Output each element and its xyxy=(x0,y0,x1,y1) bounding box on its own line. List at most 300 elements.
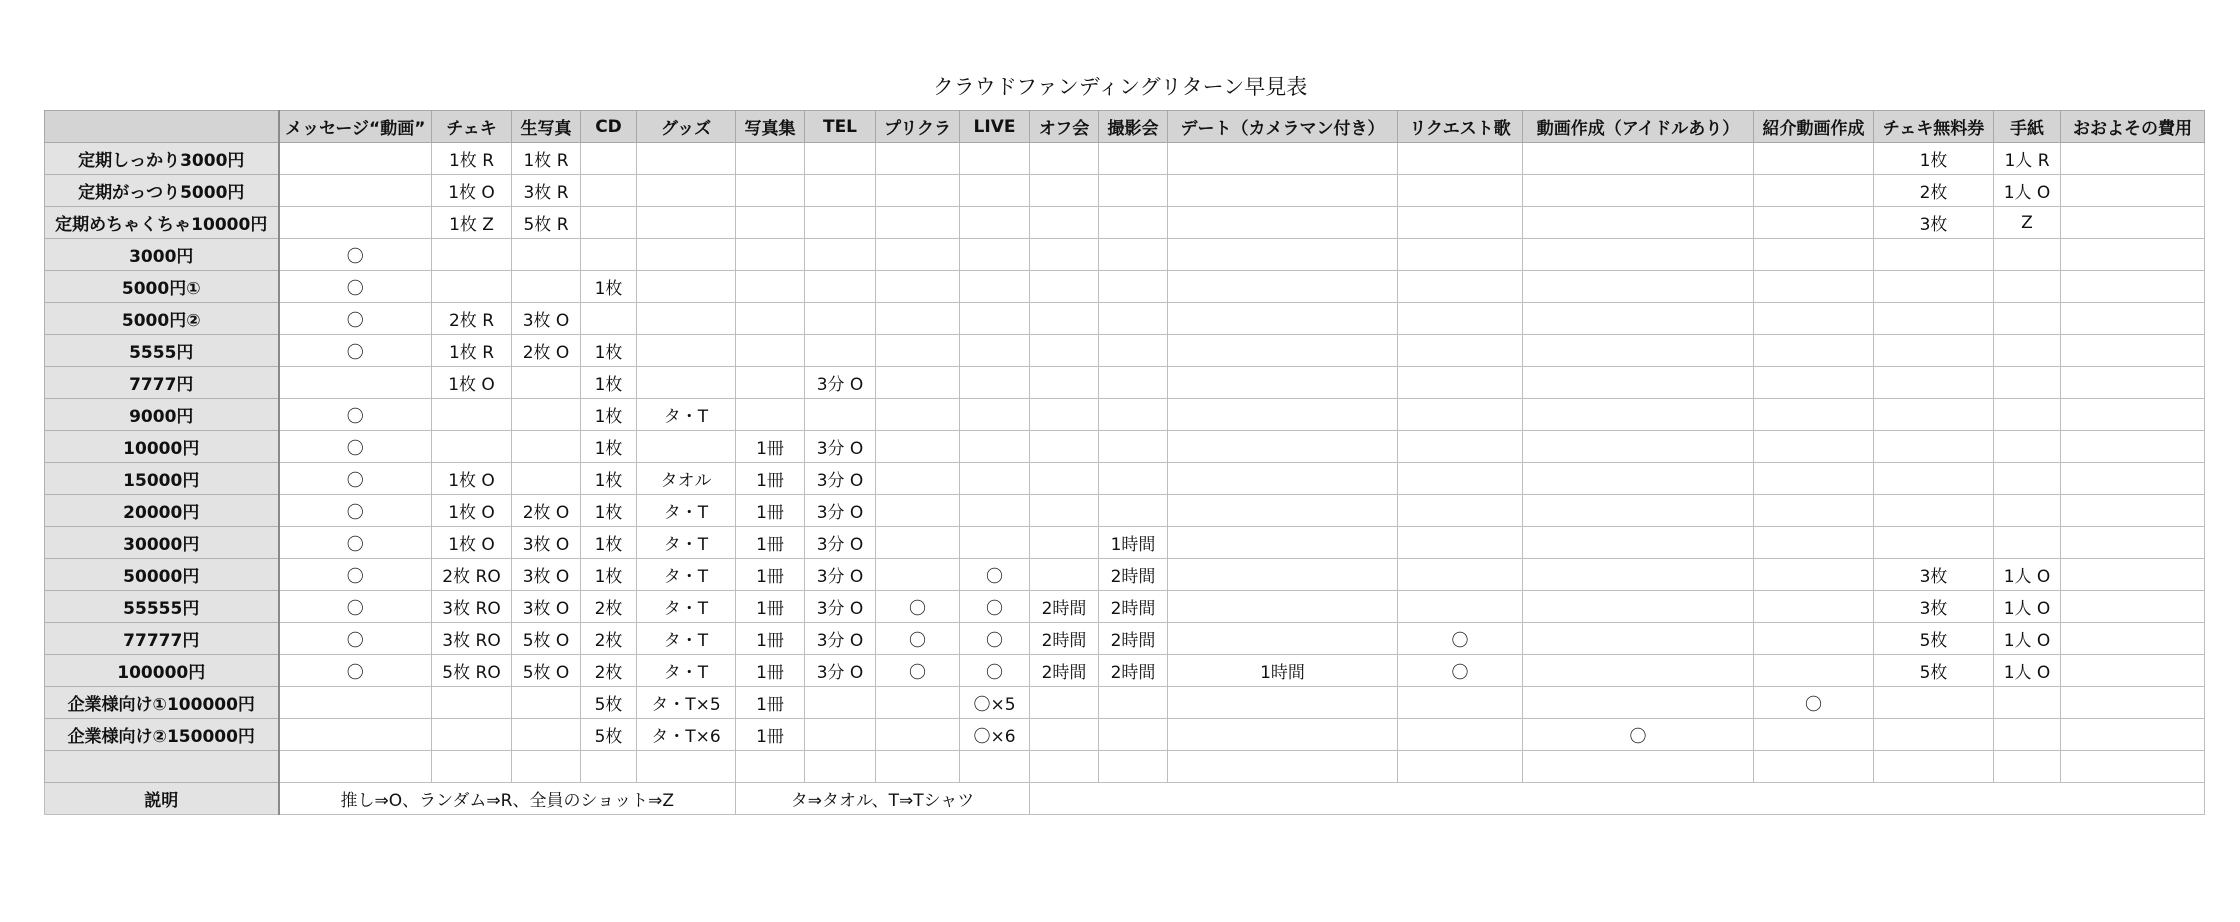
row-label: 10000円 xyxy=(45,431,279,463)
footer-note-legend-goods: タ⇒タオル、T⇒Tシャツ xyxy=(736,783,1030,815)
table-cell xyxy=(1168,303,1398,335)
corner-cell xyxy=(45,111,279,143)
table-cell xyxy=(1754,463,1874,495)
table-cell xyxy=(2061,687,2205,719)
table-cell xyxy=(1030,143,1099,175)
table-cell xyxy=(1168,399,1398,431)
table-row xyxy=(45,719,2205,751)
row-label: 定期めちゃくちゃ10000円 xyxy=(45,207,279,239)
table-row xyxy=(45,239,2205,271)
returns-table xyxy=(44,110,2205,815)
table-cell: 〇 xyxy=(279,431,432,463)
table-cell: 3分 O xyxy=(805,655,876,687)
table-cell xyxy=(736,367,805,399)
table-cell: 〇 xyxy=(279,623,432,655)
table-cell xyxy=(1994,719,2061,751)
table-cell xyxy=(1099,431,1168,463)
table-cell: 3分 O xyxy=(805,623,876,655)
table-cell xyxy=(876,527,960,559)
table-cell xyxy=(637,335,736,367)
table-cell: 〇 xyxy=(1398,623,1523,655)
table-cell: 〇 xyxy=(279,239,432,271)
table-cell: 〇 xyxy=(279,303,432,335)
table-cell xyxy=(637,175,736,207)
table-cell xyxy=(1030,239,1099,271)
table-cell xyxy=(1030,751,1099,783)
table-cell xyxy=(512,431,581,463)
table-cell xyxy=(1754,143,1874,175)
table-cell: 3枚 xyxy=(1874,591,1994,623)
table-cell xyxy=(1754,303,1874,335)
column-header: 紹介動画作成 xyxy=(1754,111,1874,143)
row-label: 定期がっつり5000円 xyxy=(45,175,279,207)
table-cell xyxy=(736,399,805,431)
table-cell xyxy=(1523,239,1754,271)
table-cell: 〇 xyxy=(876,623,960,655)
table-row xyxy=(45,495,2205,527)
table-cell xyxy=(637,207,736,239)
table-cell xyxy=(1874,239,1994,271)
table-cell: 〇 xyxy=(960,591,1030,623)
table-cell: 1冊 xyxy=(736,687,805,719)
column-header: メッセージ“動画” xyxy=(279,111,432,143)
table-cell xyxy=(960,335,1030,367)
table-cell xyxy=(1523,591,1754,623)
table-cell xyxy=(1168,623,1398,655)
table-cell xyxy=(736,207,805,239)
table-cell xyxy=(1874,271,1994,303)
table-cell xyxy=(1030,271,1099,303)
table-cell xyxy=(2061,559,2205,591)
table-cell xyxy=(2061,175,2205,207)
table-cell: 〇×5 xyxy=(960,687,1030,719)
table-cell xyxy=(1994,495,2061,527)
table-cell xyxy=(1754,559,1874,591)
table-cell xyxy=(1398,495,1523,527)
table-row xyxy=(45,463,2205,495)
table-cell xyxy=(960,751,1030,783)
table-cell xyxy=(1099,367,1168,399)
table-cell xyxy=(1030,335,1099,367)
table-cell: 2時間 xyxy=(1030,591,1099,623)
table-cell xyxy=(1168,335,1398,367)
table-cell xyxy=(1398,303,1523,335)
column-header: 撮影会 xyxy=(1099,111,1168,143)
table-cell: 3分 O xyxy=(805,495,876,527)
row-label xyxy=(45,751,279,783)
table-cell xyxy=(512,463,581,495)
table-cell: 1枚 R xyxy=(432,335,512,367)
table-cell xyxy=(1168,207,1398,239)
table-cell xyxy=(1523,303,1754,335)
table-cell xyxy=(1099,751,1168,783)
table-cell xyxy=(736,143,805,175)
table-cell xyxy=(1994,687,2061,719)
table-cell xyxy=(736,175,805,207)
table-cell: 1枚 O xyxy=(432,463,512,495)
table-cell: 〇 xyxy=(279,495,432,527)
table-cell: 2枚 R xyxy=(432,303,512,335)
table-cell: 〇 xyxy=(876,655,960,687)
table-cell: 〇 xyxy=(960,559,1030,591)
table-cell xyxy=(2061,207,2205,239)
table-cell xyxy=(1099,687,1168,719)
table-cell xyxy=(960,303,1030,335)
row-label: 77777円 xyxy=(45,623,279,655)
table-cell: タ・T xyxy=(637,623,736,655)
table-cell xyxy=(1168,527,1398,559)
table-cell xyxy=(581,751,637,783)
table-cell: 1枚 R xyxy=(432,143,512,175)
table-cell: 1冊 xyxy=(736,463,805,495)
table-cell xyxy=(876,431,960,463)
table-row xyxy=(45,687,2205,719)
table-cell xyxy=(1754,399,1874,431)
row-label: 100000円 xyxy=(45,655,279,687)
table-cell: 3枚 RO xyxy=(432,591,512,623)
table-cell xyxy=(1398,687,1523,719)
table-cell xyxy=(1099,719,1168,751)
table-cell xyxy=(1874,495,1994,527)
table-cell: 3分 O xyxy=(805,559,876,591)
table-cell xyxy=(512,367,581,399)
table-cell xyxy=(1874,335,1994,367)
table-cell: 1枚 O xyxy=(432,495,512,527)
row-label: 50000円 xyxy=(45,559,279,591)
table-cell xyxy=(960,239,1030,271)
table-cell xyxy=(279,719,432,751)
row-label: 定期しっかり3000円 xyxy=(45,143,279,175)
table-cell: タオル xyxy=(637,463,736,495)
table-cell xyxy=(1994,431,2061,463)
table-cell: 〇 xyxy=(279,591,432,623)
table-cell: タ・T xyxy=(637,399,736,431)
table-cell xyxy=(1099,207,1168,239)
row-label: 20000円 xyxy=(45,495,279,527)
table-cell xyxy=(2061,495,2205,527)
footer-note-legend-pick: 推し⇒O、ランダム⇒R、全員のショット⇒Z xyxy=(279,783,736,815)
table-cell: 1冊 xyxy=(736,623,805,655)
table-cell xyxy=(1398,239,1523,271)
table-cell: 5枚 R xyxy=(512,207,581,239)
table-cell xyxy=(1099,175,1168,207)
column-header: 写真集 xyxy=(736,111,805,143)
table-cell xyxy=(1398,399,1523,431)
table-cell xyxy=(1030,495,1099,527)
table-cell: 5枚 xyxy=(581,687,637,719)
table-cell xyxy=(1754,751,1874,783)
table-cell: 1枚 xyxy=(581,559,637,591)
table-cell xyxy=(876,207,960,239)
table-cell xyxy=(876,687,960,719)
table-cell xyxy=(1874,527,1994,559)
table-cell xyxy=(512,751,581,783)
table-cell xyxy=(1398,591,1523,623)
row-label: 7777円 xyxy=(45,367,279,399)
table-cell xyxy=(1994,367,2061,399)
table-cell xyxy=(876,399,960,431)
table-cell: 3枚 xyxy=(1874,207,1994,239)
footer-row xyxy=(45,783,2205,815)
table-cell: 3分 O xyxy=(805,591,876,623)
table-cell: 2枚 O xyxy=(512,495,581,527)
column-header: グッズ xyxy=(637,111,736,143)
table-cell xyxy=(279,367,432,399)
table-cell xyxy=(512,687,581,719)
table-cell xyxy=(1099,335,1168,367)
table-cell: 〇 xyxy=(1754,687,1874,719)
table-cell xyxy=(1398,559,1523,591)
table-cell xyxy=(1168,559,1398,591)
column-header: リクエスト歌 xyxy=(1398,111,1523,143)
table-cell xyxy=(876,719,960,751)
table-cell xyxy=(512,271,581,303)
table-cell: 1冊 xyxy=(736,495,805,527)
table-cell: タ・T xyxy=(637,495,736,527)
table-cell: 1枚 xyxy=(581,399,637,431)
table-cell xyxy=(1523,431,1754,463)
table-cell xyxy=(876,495,960,527)
table-cell: 〇 xyxy=(279,399,432,431)
table-cell xyxy=(960,143,1030,175)
row-label: 55555円 xyxy=(45,591,279,623)
table-cell xyxy=(1099,239,1168,271)
table-cell xyxy=(1168,463,1398,495)
table-cell xyxy=(805,399,876,431)
table-cell xyxy=(2061,335,2205,367)
table-cell xyxy=(1754,175,1874,207)
table-cell xyxy=(279,751,432,783)
row-label: 5000円② xyxy=(45,303,279,335)
table-cell: 3枚 O xyxy=(512,591,581,623)
table-cell: 〇 xyxy=(1398,655,1523,687)
table-cell xyxy=(1994,751,2061,783)
table-cell: 〇 xyxy=(279,527,432,559)
table-cell: 3分 O xyxy=(805,463,876,495)
row-label: 3000円 xyxy=(45,239,279,271)
table-row xyxy=(45,175,2205,207)
table-cell xyxy=(1030,431,1099,463)
table-cell: 1枚 xyxy=(581,495,637,527)
table-cell xyxy=(876,271,960,303)
table-cell: 5枚 xyxy=(1874,655,1994,687)
table-row xyxy=(45,751,2205,783)
table-cell: 2時間 xyxy=(1099,655,1168,687)
table-cell xyxy=(1754,271,1874,303)
table-cell: 3分 O xyxy=(805,527,876,559)
table-cell: 〇 xyxy=(1523,719,1754,751)
table-cell xyxy=(1099,143,1168,175)
table-cell xyxy=(2061,303,2205,335)
table-cell: 5枚 O xyxy=(512,623,581,655)
table-cell: 3枚 O xyxy=(512,303,581,335)
table-cell: 1枚 xyxy=(581,431,637,463)
table-cell: 3分 O xyxy=(805,367,876,399)
table-cell xyxy=(1994,527,2061,559)
table-cell xyxy=(876,303,960,335)
table-cell xyxy=(805,751,876,783)
table-cell xyxy=(1099,463,1168,495)
table-cell: タ・T xyxy=(637,655,736,687)
table-cell xyxy=(1754,655,1874,687)
column-header: CD xyxy=(581,111,637,143)
table-cell xyxy=(1994,463,2061,495)
table-cell: タ・T xyxy=(637,591,736,623)
table-cell xyxy=(1994,399,2061,431)
table-row xyxy=(45,399,2205,431)
table-cell xyxy=(1523,495,1754,527)
row-label: 企業様向け①100000円 xyxy=(45,687,279,719)
column-header: オフ会 xyxy=(1030,111,1099,143)
row-label: 5555円 xyxy=(45,335,279,367)
table-cell xyxy=(2061,431,2205,463)
table-cell: 2時間 xyxy=(1099,591,1168,623)
table-cell xyxy=(1874,367,1994,399)
table-cell: 1人 O xyxy=(1994,175,2061,207)
table-cell xyxy=(876,175,960,207)
table-cell: 1冊 xyxy=(736,655,805,687)
table-cell: 2枚 xyxy=(581,623,637,655)
table-cell xyxy=(1523,399,1754,431)
table-cell xyxy=(1030,399,1099,431)
table-cell xyxy=(279,175,432,207)
table-cell xyxy=(1168,687,1398,719)
table-cell xyxy=(1099,495,1168,527)
table-cell: 1枚 O xyxy=(432,175,512,207)
table-cell xyxy=(1754,719,1874,751)
table-cell xyxy=(805,239,876,271)
table-cell xyxy=(1168,271,1398,303)
table-cell xyxy=(805,687,876,719)
table-cell xyxy=(581,143,637,175)
table-cell xyxy=(876,335,960,367)
table-cell: タ・T×5 xyxy=(637,687,736,719)
table-cell xyxy=(960,271,1030,303)
row-label: 9000円 xyxy=(45,399,279,431)
table-cell xyxy=(1168,495,1398,527)
table-cell xyxy=(805,207,876,239)
table-cell xyxy=(2061,751,2205,783)
table-cell: 〇 xyxy=(960,655,1030,687)
table-cell xyxy=(637,367,736,399)
table-cell xyxy=(736,239,805,271)
table-cell: 2時間 xyxy=(1099,623,1168,655)
table-cell xyxy=(960,399,1030,431)
table-cell xyxy=(2061,591,2205,623)
table-cell: 1枚 xyxy=(581,463,637,495)
table-cell: 3枚 O xyxy=(512,559,581,591)
table-cell: 1枚 O xyxy=(432,527,512,559)
table-cell: 2枚 O xyxy=(512,335,581,367)
column-header: プリクラ xyxy=(876,111,960,143)
table-cell xyxy=(736,271,805,303)
table-cell: 〇 xyxy=(960,623,1030,655)
table-cell: 3枚 xyxy=(1874,559,1994,591)
table-cell xyxy=(876,751,960,783)
table-cell xyxy=(960,431,1030,463)
column-header: 動画作成（アイドルあり） xyxy=(1523,111,1754,143)
table-cell xyxy=(1030,207,1099,239)
sheet-title: クラウドファンディングリターン早見表 xyxy=(932,75,1308,99)
table-row xyxy=(45,335,2205,367)
column-header: 手紙 xyxy=(1994,111,2061,143)
table-cell xyxy=(1523,463,1754,495)
table-cell xyxy=(736,335,805,367)
table-cell xyxy=(1168,719,1398,751)
table-cell xyxy=(1030,527,1099,559)
column-header: チェキ無料券 xyxy=(1874,111,1994,143)
table-cell: 1人 O xyxy=(1994,655,2061,687)
table-cell: 1枚 xyxy=(581,335,637,367)
table-cell xyxy=(1874,751,1994,783)
table-cell xyxy=(960,527,1030,559)
table-cell xyxy=(2061,399,2205,431)
table-cell: 3枚 RO xyxy=(432,623,512,655)
table-cell: 2枚 xyxy=(581,591,637,623)
table-cell xyxy=(637,271,736,303)
table-cell: 1枚 xyxy=(581,367,637,399)
table-cell xyxy=(432,399,512,431)
table-cell xyxy=(1523,559,1754,591)
table-cell xyxy=(1754,335,1874,367)
table-cell xyxy=(1030,463,1099,495)
table-cell: 〇 xyxy=(279,271,432,303)
table-cell: 〇 xyxy=(279,655,432,687)
table-cell xyxy=(2061,143,2205,175)
table-cell: 2枚 xyxy=(581,655,637,687)
row-label: 企業様向け②150000円 xyxy=(45,719,279,751)
table-cell xyxy=(1168,143,1398,175)
table-cell: 1人 O xyxy=(1994,623,2061,655)
table-cell xyxy=(960,367,1030,399)
column-header: TEL xyxy=(805,111,876,143)
table-cell: 2枚 xyxy=(1874,175,1994,207)
table-cell xyxy=(1874,399,1994,431)
table-cell xyxy=(1099,399,1168,431)
table-cell xyxy=(1168,591,1398,623)
table-cell xyxy=(637,239,736,271)
table-cell xyxy=(1398,175,1523,207)
table-cell: 5枚 RO xyxy=(432,655,512,687)
table-cell: 1枚 xyxy=(581,527,637,559)
table-cell xyxy=(2061,367,2205,399)
table-cell xyxy=(1523,751,1754,783)
table-cell: 1冊 xyxy=(736,431,805,463)
table-row xyxy=(45,143,2205,175)
table-cell xyxy=(876,143,960,175)
column-header: おおよその費用 xyxy=(2061,111,2205,143)
table-row xyxy=(45,655,2205,687)
table-cell xyxy=(1030,719,1099,751)
table-cell: 1枚 xyxy=(1874,143,1994,175)
table-cell xyxy=(1523,335,1754,367)
table-cell: 2時間 xyxy=(1030,623,1099,655)
table-cell xyxy=(637,431,736,463)
table-cell xyxy=(1874,719,1994,751)
table-cell xyxy=(1168,367,1398,399)
table-cell xyxy=(1398,207,1523,239)
footer-label: 説明 xyxy=(45,783,279,815)
table-cell xyxy=(1754,207,1874,239)
table-cell xyxy=(805,143,876,175)
table-cell: 〇×6 xyxy=(960,719,1030,751)
table-cell xyxy=(805,175,876,207)
table-cell xyxy=(1398,431,1523,463)
table-cell xyxy=(512,399,581,431)
table-cell xyxy=(279,207,432,239)
table-cell: 〇 xyxy=(279,559,432,591)
table-cell: 1時間 xyxy=(1099,527,1168,559)
